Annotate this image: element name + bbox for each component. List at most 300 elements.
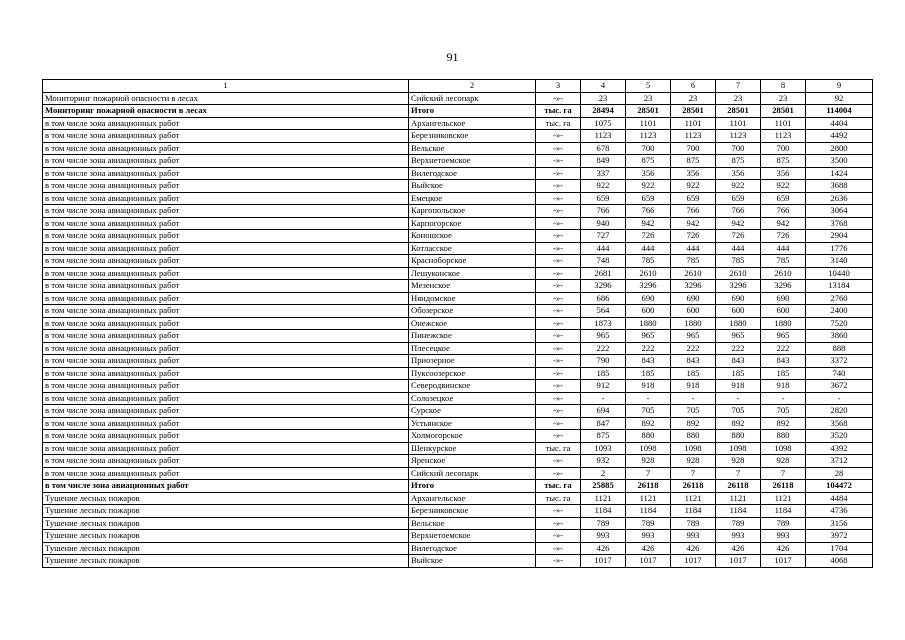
activity-cell: в том числе зона авиационных работ: [43, 305, 409, 318]
value-year2-cell: 1121: [626, 492, 671, 505]
unit-cell: -»-: [536, 417, 581, 430]
total-cell: 2800: [806, 142, 873, 155]
total-cell: 3520: [806, 430, 873, 443]
activity-cell: в том числе зона авиационных работ: [43, 155, 409, 168]
value-year2-cell: 26118: [626, 480, 671, 493]
column-number-cell: 4: [581, 80, 626, 93]
forestry-cell: Сурское: [409, 405, 536, 418]
activity-cell: в том числе зона авиационных работ: [43, 367, 409, 380]
value-year2-cell: 1098: [626, 442, 671, 455]
value-year4-cell: 875: [716, 155, 761, 168]
forestry-cell: Яренское: [409, 455, 536, 468]
value-year2-cell: 1880: [626, 317, 671, 330]
value-year5-cell: 726: [761, 230, 806, 243]
unit-cell: -»-: [536, 542, 581, 555]
value-year2-cell: 1101: [626, 117, 671, 130]
table-row: [43, 317, 873, 330]
table-row: [43, 280, 873, 293]
activity-cell: Тушение лесных пожаров: [43, 555, 409, 568]
total-cell: 4492: [806, 130, 873, 143]
value-year4-cell: 922: [716, 180, 761, 193]
table-row: [43, 217, 873, 230]
unit-cell: -»-: [536, 267, 581, 280]
activity-cell: в том числе зона авиационных работ: [43, 380, 409, 393]
value-year3-cell: 789: [671, 517, 716, 530]
forestry-cell: Емецкое: [409, 192, 536, 205]
value-year2-cell: 993: [626, 530, 671, 543]
unit-cell: -»-: [536, 230, 581, 243]
value-year4-cell: 26118: [716, 480, 761, 493]
value-year5-cell: 28501: [761, 105, 806, 118]
total-cell: 2904: [806, 230, 873, 243]
value-year3-cell: 690: [671, 292, 716, 305]
value-year3-cell: 444: [671, 242, 716, 255]
value-year1-cell: 678: [581, 142, 626, 155]
value-year1-cell: 1123: [581, 130, 626, 143]
value-year5-cell: 26118: [761, 480, 806, 493]
value-year4-cell: 892: [716, 417, 761, 430]
total-cell: 4404: [806, 117, 873, 130]
value-year2-cell: 766: [626, 205, 671, 218]
activity-cell: в том числе зона авиационных работ: [43, 167, 409, 180]
unit-cell: -»-: [536, 517, 581, 530]
table-row: [43, 192, 873, 205]
forestry-cell: Итого: [409, 480, 536, 493]
value-year3-cell: 785: [671, 255, 716, 268]
value-year3-cell: 705: [671, 405, 716, 418]
value-year1-cell: 922: [581, 180, 626, 193]
value-year2-cell: 726: [626, 230, 671, 243]
value-year2-cell: 789: [626, 517, 671, 530]
forestry-cell: Вилегодское: [409, 542, 536, 555]
value-year4-cell: 918: [716, 380, 761, 393]
table-row: [43, 292, 873, 305]
value-year2-cell: 843: [626, 355, 671, 368]
value-year5-cell: 600: [761, 305, 806, 318]
activity-cell: в том числе зона авиационных работ: [43, 292, 409, 305]
unit-cell: -»-: [536, 505, 581, 518]
value-year2-cell: 700: [626, 142, 671, 155]
value-year1-cell: 932: [581, 455, 626, 468]
value-year3-cell: 26118: [671, 480, 716, 493]
value-year3-cell: 1098: [671, 442, 716, 455]
value-year4-cell: 444: [716, 242, 761, 255]
value-year5-cell: 843: [761, 355, 806, 368]
total-cell: 2760: [806, 292, 873, 305]
value-year2-cell: 659: [626, 192, 671, 205]
forestry-cell: Сийский лесопарк: [409, 467, 536, 480]
activity-cell: в том числе зона авиационных работ: [43, 417, 409, 430]
value-year1-cell: 337: [581, 167, 626, 180]
activity-cell: в том числе зона авиационных работ: [43, 230, 409, 243]
value-year4-cell: 1098: [716, 442, 761, 455]
forestry-cell: Обозерское: [409, 305, 536, 318]
value-year5-cell: 1017: [761, 555, 806, 568]
value-year3-cell: 942: [671, 217, 716, 230]
value-year5-cell: 892: [761, 417, 806, 430]
value-year3-cell: 23: [671, 92, 716, 105]
table-row: [43, 517, 873, 530]
forestry-cell: Онежское: [409, 317, 536, 330]
table-row: [43, 117, 873, 130]
total-cell: 1424: [806, 167, 873, 180]
value-year5-cell: 1101: [761, 117, 806, 130]
activity-cell: в том числе зона авиационных работ: [43, 130, 409, 143]
table-row: [43, 130, 873, 143]
total-cell: 3860: [806, 330, 873, 343]
value-year4-cell: 700: [716, 142, 761, 155]
forestry-cell: Северодвинское: [409, 380, 536, 393]
activity-cell: в том числе зона авиационных работ: [43, 317, 409, 330]
activity-cell: в том числе зона авиационных работ: [43, 392, 409, 405]
total-cell: 92: [806, 92, 873, 105]
value-year2-cell: 3296: [626, 280, 671, 293]
value-year1-cell: 1017: [581, 555, 626, 568]
value-year5-cell: 7: [761, 467, 806, 480]
total-cell: 13184: [806, 280, 873, 293]
table-body: [43, 80, 873, 568]
value-year2-cell: -: [626, 392, 671, 405]
activity-cell: в том числе зона авиационных работ: [43, 142, 409, 155]
value-year3-cell: 1184: [671, 505, 716, 518]
unit-cell: -»-: [536, 430, 581, 443]
value-year2-cell: 1123: [626, 130, 671, 143]
value-year4-cell: 766: [716, 205, 761, 218]
forestry-cell: Верхнетоемское: [409, 530, 536, 543]
activity-cell: в том числе зона авиационных работ: [43, 442, 409, 455]
value-year2-cell: 185: [626, 367, 671, 380]
value-year1-cell: 3296: [581, 280, 626, 293]
value-year3-cell: 892: [671, 417, 716, 430]
value-year4-cell: 993: [716, 530, 761, 543]
value-year5-cell: 659: [761, 192, 806, 205]
table-row: [43, 530, 873, 543]
value-year5-cell: 942: [761, 217, 806, 230]
unit-cell: -»-: [536, 392, 581, 405]
activity-cell: в том числе зона авиационных работ: [43, 467, 409, 480]
forestry-cell: Верхнетоемское: [409, 155, 536, 168]
value-year1-cell: 790: [581, 355, 626, 368]
value-year3-cell: 928: [671, 455, 716, 468]
value-year3-cell: 993: [671, 530, 716, 543]
table-row: [43, 355, 873, 368]
total-cell: 28: [806, 467, 873, 480]
table-row: [43, 142, 873, 155]
value-year1-cell: 222: [581, 342, 626, 355]
value-year1-cell: 993: [581, 530, 626, 543]
value-year1-cell: 748: [581, 255, 626, 268]
total-cell: 3372: [806, 355, 873, 368]
total-cell: 3568: [806, 417, 873, 430]
unit-cell: -»-: [536, 530, 581, 543]
value-year2-cell: 785: [626, 255, 671, 268]
total-cell: 4392: [806, 442, 873, 455]
table-row: [43, 467, 873, 480]
forestry-cell: Красноборское: [409, 255, 536, 268]
forestry-cell: Итого: [409, 105, 536, 118]
value-year2-cell: 922: [626, 180, 671, 193]
forestry-cell: Шенкурское: [409, 442, 536, 455]
total-cell: 4736: [806, 505, 873, 518]
table-row: [43, 155, 873, 168]
value-year3-cell: 880: [671, 430, 716, 443]
table-row: [43, 330, 873, 343]
value-year4-cell: 185: [716, 367, 761, 380]
unit-cell: -»-: [536, 367, 581, 380]
value-year5-cell: 23: [761, 92, 806, 105]
value-year5-cell: 880: [761, 430, 806, 443]
value-year4-cell: 3296: [716, 280, 761, 293]
value-year3-cell: 3296: [671, 280, 716, 293]
value-year4-cell: 690: [716, 292, 761, 305]
value-year2-cell: 426: [626, 542, 671, 555]
value-year1-cell: 1121: [581, 492, 626, 505]
unit-cell: -»-: [536, 455, 581, 468]
value-year1-cell: 2: [581, 467, 626, 480]
table-row: [43, 180, 873, 193]
value-year3-cell: 726: [671, 230, 716, 243]
total-cell: 7520: [806, 317, 873, 330]
value-year5-cell: 426: [761, 542, 806, 555]
total-cell: 3672: [806, 380, 873, 393]
value-year4-cell: 23: [716, 92, 761, 105]
value-year5-cell: 918: [761, 380, 806, 393]
forestry-cell: Каргопольское: [409, 205, 536, 218]
table-row: [43, 342, 873, 355]
unit-cell: -»-: [536, 555, 581, 568]
value-year5-cell: 185: [761, 367, 806, 380]
activity-cell: в том числе зона авиационных работ: [43, 280, 409, 293]
column-number-cell: 6: [671, 80, 716, 93]
table-row: [43, 542, 873, 555]
value-year4-cell: 726: [716, 230, 761, 243]
value-year4-cell: 843: [716, 355, 761, 368]
table-row: [43, 305, 873, 318]
value-year3-cell: 28501: [671, 105, 716, 118]
value-year3-cell: 918: [671, 380, 716, 393]
activity-cell: в том числе зона авиационных работ: [43, 117, 409, 130]
value-year3-cell: 222: [671, 342, 716, 355]
table-row: [43, 417, 873, 430]
table-row: [43, 405, 873, 418]
value-year2-cell: 2610: [626, 267, 671, 280]
total-cell: 3064: [806, 205, 873, 218]
activity-cell: в том числе зона авиационных работ: [43, 342, 409, 355]
value-year4-cell: 1123: [716, 130, 761, 143]
activity-cell: в том числе зона авиационных работ: [43, 355, 409, 368]
forestry-cell: Пуксоозерское: [409, 367, 536, 380]
total-cell: 3500: [806, 155, 873, 168]
value-year3-cell: 965: [671, 330, 716, 343]
activity-cell: в том числе зона авиационных работ: [43, 430, 409, 443]
value-year3-cell: 843: [671, 355, 716, 368]
value-year2-cell: 892: [626, 417, 671, 430]
unit-cell: -»-: [536, 330, 581, 343]
value-year4-cell: -: [716, 392, 761, 405]
value-year3-cell: 922: [671, 180, 716, 193]
unit-cell: -»-: [536, 405, 581, 418]
table-row: [43, 430, 873, 443]
value-year5-cell: 356: [761, 167, 806, 180]
value-year4-cell: 1017: [716, 555, 761, 568]
forestry-cell: Архангельское: [409, 492, 536, 505]
forestry-cell: Выйское: [409, 180, 536, 193]
value-year1-cell: 25885: [581, 480, 626, 493]
value-year2-cell: 1017: [626, 555, 671, 568]
forestry-cell: Сийский лесопарк: [409, 92, 536, 105]
unit-cell: -»-: [536, 92, 581, 105]
table-row: [43, 367, 873, 380]
value-year4-cell: 1184: [716, 505, 761, 518]
column-number-cell: 8: [761, 80, 806, 93]
unit-cell: -»-: [536, 155, 581, 168]
value-year5-cell: 928: [761, 455, 806, 468]
total-cell: 3768: [806, 217, 873, 230]
table-row: [43, 255, 873, 268]
value-year4-cell: 942: [716, 217, 761, 230]
value-year4-cell: 928: [716, 455, 761, 468]
forestry-cell: Солозецкое: [409, 392, 536, 405]
forestry-cell: Архангельское: [409, 117, 536, 130]
total-cell: 3688: [806, 180, 873, 193]
activity-cell: в том числе зона авиационных работ: [43, 455, 409, 468]
forestry-cell: Пинежское: [409, 330, 536, 343]
unit-cell: -»-: [536, 467, 581, 480]
value-year3-cell: 600: [671, 305, 716, 318]
unit-cell: тыс. га: [536, 442, 581, 455]
total-cell: 3140: [806, 255, 873, 268]
total-cell: 10440: [806, 267, 873, 280]
value-year2-cell: 7: [626, 467, 671, 480]
value-year3-cell: -: [671, 392, 716, 405]
value-year5-cell: 3296: [761, 280, 806, 293]
value-year3-cell: 7: [671, 467, 716, 480]
total-cell: 1776: [806, 242, 873, 255]
value-year3-cell: 766: [671, 205, 716, 218]
activity-cell: Тушение лесных пожаров: [43, 542, 409, 555]
value-year2-cell: 880: [626, 430, 671, 443]
table-row: [43, 505, 873, 518]
value-year5-cell: 965: [761, 330, 806, 343]
value-year1-cell: 1184: [581, 505, 626, 518]
total-cell: 4484: [806, 492, 873, 505]
value-year1-cell: 686: [581, 292, 626, 305]
forestry-cell: Приозерное: [409, 355, 536, 368]
value-year4-cell: 705: [716, 405, 761, 418]
unit-cell: -»-: [536, 255, 581, 268]
activity-cell: в том числе зона авиационных работ: [43, 405, 409, 418]
page-number: 91: [446, 50, 459, 64]
column-number-cell: 7: [716, 80, 761, 93]
activity-cell: в том числе зона авиационных работ: [43, 192, 409, 205]
unit-cell: -»-: [536, 292, 581, 305]
table-row: [43, 380, 873, 393]
value-year5-cell: 444: [761, 242, 806, 255]
activity-cell: Мониторинг пожарной опасности в лесах: [43, 105, 409, 118]
value-year3-cell: 1017: [671, 555, 716, 568]
value-year4-cell: 600: [716, 305, 761, 318]
value-year1-cell: -: [581, 392, 626, 405]
unit-cell: -»-: [536, 205, 581, 218]
forestry-cell: Няндомское: [409, 292, 536, 305]
value-year5-cell: 1184: [761, 505, 806, 518]
value-year4-cell: 426: [716, 542, 761, 555]
unit-cell: тыс. га: [536, 492, 581, 505]
value-year5-cell: 922: [761, 180, 806, 193]
value-year5-cell: 785: [761, 255, 806, 268]
table-row: [43, 555, 873, 568]
value-year2-cell: 965: [626, 330, 671, 343]
value-year1-cell: 28494: [581, 105, 626, 118]
value-year5-cell: 1098: [761, 442, 806, 455]
forestry-cell: Березниковское: [409, 130, 536, 143]
total-cell: 2400: [806, 305, 873, 318]
unit-cell: тыс. га: [536, 480, 581, 493]
unit-cell: -»-: [536, 167, 581, 180]
total-cell: 2636: [806, 192, 873, 205]
unit-cell: -»-: [536, 305, 581, 318]
total-cell: 3972: [806, 530, 873, 543]
total-cell: 740: [806, 367, 873, 380]
value-year5-cell: 766: [761, 205, 806, 218]
value-year1-cell: 727: [581, 230, 626, 243]
activity-cell: в том числе зона авиационных работ: [43, 217, 409, 230]
activity-cell: в том числе зона авиационных работ: [43, 205, 409, 218]
activity-cell: в том числе зона авиационных работ: [43, 267, 409, 280]
table-row: [43, 480, 873, 493]
value-year4-cell: 222: [716, 342, 761, 355]
column-number-cell: 1: [43, 80, 409, 93]
unit-cell: -»-: [536, 280, 581, 293]
value-year4-cell: 7: [716, 467, 761, 480]
forestry-cell: Устьянское: [409, 417, 536, 430]
value-year2-cell: 444: [626, 242, 671, 255]
value-year3-cell: 875: [671, 155, 716, 168]
value-year1-cell: 185: [581, 367, 626, 380]
value-year3-cell: 1121: [671, 492, 716, 505]
unit-cell: тыс. га: [536, 105, 581, 118]
value-year1-cell: 875: [581, 430, 626, 443]
table-row: [43, 392, 873, 405]
value-year1-cell: 2681: [581, 267, 626, 280]
forestry-cell: Вельское: [409, 142, 536, 155]
value-year3-cell: 2610: [671, 267, 716, 280]
value-year5-cell: 993: [761, 530, 806, 543]
value-year2-cell: 356: [626, 167, 671, 180]
value-year2-cell: 23: [626, 92, 671, 105]
table-row: [43, 242, 873, 255]
table-row: [43, 92, 873, 105]
activity-cell: Тушение лесных пожаров: [43, 517, 409, 530]
activity-cell: Тушение лесных пожаров: [43, 530, 409, 543]
value-year2-cell: 705: [626, 405, 671, 418]
activity-cell: в том числе зона авиационных работ: [43, 242, 409, 255]
value-year4-cell: 659: [716, 192, 761, 205]
value-year3-cell: 426: [671, 542, 716, 555]
value-year2-cell: 222: [626, 342, 671, 355]
value-year2-cell: 28501: [626, 105, 671, 118]
value-year3-cell: 700: [671, 142, 716, 155]
value-year1-cell: 849: [581, 155, 626, 168]
value-year5-cell: 700: [761, 142, 806, 155]
table-row: [43, 455, 873, 468]
total-cell: 3712: [806, 455, 873, 468]
value-year1-cell: 1873: [581, 317, 626, 330]
data-table: [42, 79, 873, 568]
value-year2-cell: 918: [626, 380, 671, 393]
value-year3-cell: 356: [671, 167, 716, 180]
unit-cell: -»-: [536, 342, 581, 355]
